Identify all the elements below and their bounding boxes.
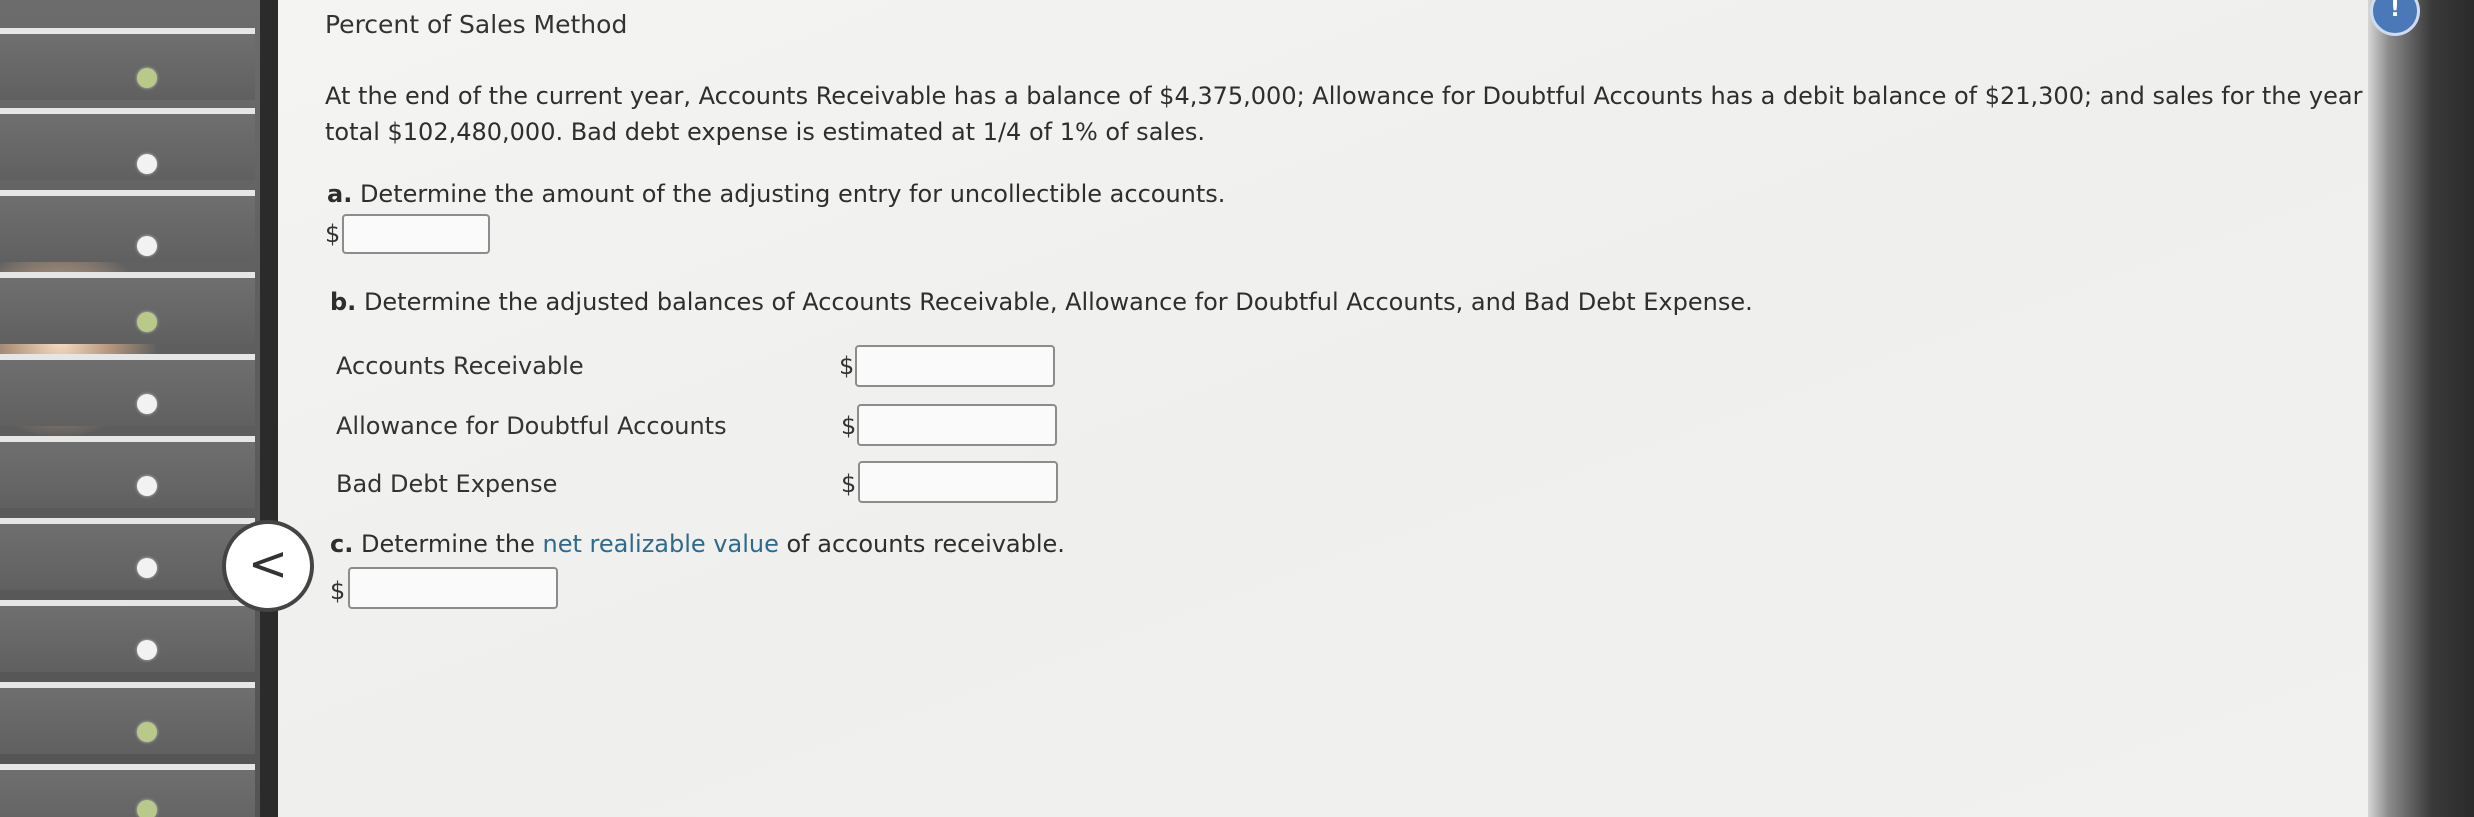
sidebar-item-1[interactable] [0,28,255,100]
allowance-doubtful-accounts-label: Allowance for Doubtful Accounts [336,412,727,440]
status-dot-icon [137,154,157,174]
currency-symbol: $ [841,470,857,498]
bad-debt-expense-input[interactable] [858,461,1058,503]
part-c-text-pre: Determine the [360,530,543,558]
currency-symbol: $ [841,412,857,440]
completed-dot-icon [137,800,157,817]
collapse-sidebar-button[interactable] [222,520,314,612]
adjusting-entry-amount-input[interactable] [342,214,490,254]
sidebar-item-10[interactable] [0,764,255,817]
part-b-text: Determine the adjusted balances of Accounts Receivable, Allowance for Doubtful Accounts, and Bad Debt Expense. [363,288,1753,316]
part-a-letter: a. [327,180,353,208]
currency-symbol: $ [839,352,855,380]
part-a-question [327,180,1225,208]
part-c-letter: c. [330,530,354,558]
chevron-left-icon: < [247,536,289,592]
sidebar-item-5[interactable] [0,354,255,426]
part-b-letter: b. [330,288,357,316]
problem-text-line-1: At the end of the current year, Accounts Receivable has a balance of $4,375,000; Allowance for Doubtful Accounts has a debit balance of $21,300; and sales for the year [325,82,2363,110]
bad-debt-expense-label: Bad Debt Expense [336,470,558,498]
status-dot-icon [137,476,157,496]
currency-symbol: $ [325,220,341,248]
currency-symbol: $ [330,577,346,605]
info-icon[interactable]: ! [2370,0,2420,36]
part-c-question [330,530,1065,558]
problem-text-line-2: total $102,480,000. Bad debt expense is estimated at 1/4 of 1% of sales. [325,118,1205,146]
page-title: Percent of Sales Method [325,10,628,39]
question-content [278,0,2368,817]
part-b-question [330,288,1753,316]
sidebar-item-3[interactable] [0,190,255,262]
part-a-text: Determine the amount of the adjusting entry for uncollectible accounts. [359,180,1226,208]
status-dot-icon [137,394,157,414]
sidebar-item-2[interactable] [0,108,255,180]
net-realizable-value-input[interactable] [348,567,558,609]
status-dot-icon [137,640,157,660]
sidebar-item-8[interactable] [0,600,255,672]
window-edge [2368,0,2474,817]
sidebar-item-7[interactable] [0,518,255,590]
sidebar-item-6[interactable] [0,436,255,508]
sidebar-item-4[interactable] [0,272,255,344]
part-c-text-post: of accounts receivable. [778,530,1065,558]
completed-dot-icon [137,312,157,332]
completed-dot-icon [137,722,157,742]
completed-dot-icon [137,68,157,88]
status-dot-icon [137,236,157,256]
net-realizable-value-link[interactable]: net realizable value [542,530,779,558]
accounts-receivable-label: Accounts Receivable [336,352,584,380]
allowance-doubtful-accounts-input[interactable] [857,404,1057,446]
sidebar-item-9[interactable] [0,682,255,754]
question-nav-sidebar [0,0,260,817]
accounts-receivable-input[interactable] [855,345,1055,387]
status-dot-icon [137,558,157,578]
